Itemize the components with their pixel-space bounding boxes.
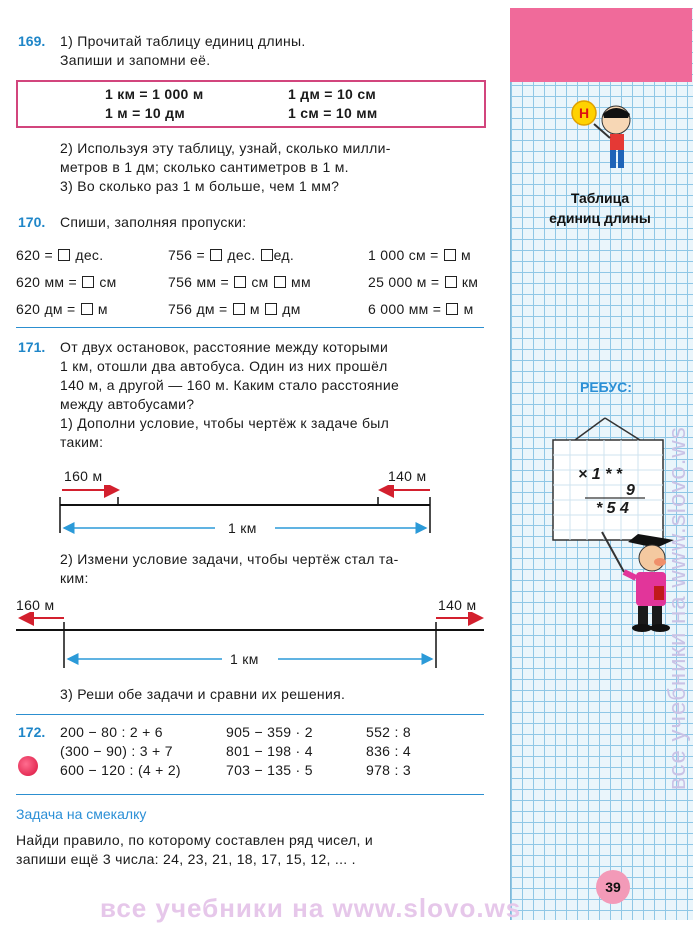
task-171-part-2b: ким: (60, 570, 89, 586)
task-169-part-2b: метров в 1 дм; сколько сантиметров в 1 м. (60, 159, 349, 175)
diagram-1-right-label: 140 м (388, 468, 427, 484)
divider-1 (16, 327, 484, 328)
ex172-c2-1: 905 − 359 · 2 (226, 724, 313, 740)
smekalka-line-1: Найди правило, по которому составлен ряд чисел, и (16, 832, 374, 848)
task-171-number: 171. (18, 339, 46, 355)
diagram-1-left-label: 160 м (64, 468, 103, 484)
ex170-r3-b: 756 дм = м дм (168, 301, 301, 317)
rebus-row-1: × 1 * * (578, 466, 623, 483)
unit-m: 1 м = 10 дм (105, 105, 185, 121)
ex172-c3-2: 836 : 4 (366, 743, 411, 759)
ex170-r3-a: 620 дм = м (16, 301, 108, 317)
ex172-c1-3: 600 − 120 : (4 + 2) (60, 762, 181, 778)
task-171-line-3: 140 м, а другой — 160 м. Каким стало расстояние (60, 377, 400, 393)
divider-3 (16, 794, 484, 795)
unit-dm: 1 дм = 10 см (288, 86, 377, 102)
task-171-line-5: 1) Дополни условие, чтобы чертёж к задаче был (60, 415, 390, 431)
task-169-number: 169. (18, 33, 46, 49)
page-number: 39 (596, 870, 630, 904)
watermark-side: все учебники на www.slovo.ws (664, 426, 691, 790)
watermark-bottom: все учебники на www.slovo.ws (100, 893, 522, 923)
ex172-c1-2: (300 − 90) : 3 + 7 (60, 743, 173, 759)
smekalka-line-2: запиши ещё 3 числа: 24, 23, 21, 18, 17, 15, 12, ... . (16, 851, 356, 867)
ex170-r2-a: 620 мм = см (16, 274, 117, 290)
divider-2 (16, 714, 484, 715)
task-171-part-3: 3) Реши обе задачи и сравни их решения. (60, 686, 346, 702)
task-169-line-1: 1) Прочитай таблицу единиц длины. (60, 33, 306, 49)
ex172-c1-1: 200 − 80 : 2 + 6 (60, 724, 163, 740)
rebus-title: РЕБУС: (580, 379, 632, 395)
margin-pink-header (510, 8, 692, 82)
rebus-row-2: 9 (626, 482, 635, 499)
side-caption-2: единиц длины (549, 210, 651, 226)
ex170-r1-a: 620 = дес. (16, 247, 104, 263)
rebus-row-3: * 5 4 (596, 500, 629, 517)
diagram-1-total-label: 1 км (228, 520, 257, 536)
diagram-2-left-label: 160 м (16, 597, 55, 613)
task-169-part-2a: 2) Используя эту таблицу, узнай, сколько милли- (60, 140, 391, 156)
task-170-number: 170. (18, 214, 46, 230)
task-169-line-2: Запиши и запомни её. (60, 52, 211, 68)
ex172-c3-3: 978 : 3 (366, 762, 411, 778)
side-caption-1: Таблица (570, 190, 630, 206)
task-171-line-1: От двух остановок, расстояние между которыми (60, 339, 389, 355)
task-171-line-2: 1 км, отошли два автобуса. Один из них прошёл (60, 358, 388, 374)
ex170-r2-c: 25 000 м = км (368, 274, 479, 290)
ex170-r2-b: 756 мм = см мм (168, 274, 311, 290)
task-171-part-2a: 2) Измени условие задачи, чтобы чертёж стал та- (60, 551, 399, 567)
ex172-c2-3: 703 − 135 · 5 (226, 762, 313, 778)
task-172-number: 172. (18, 724, 46, 740)
task-170-title: Спиши, заполняя пропуски: (60, 214, 247, 230)
unit-km: 1 км = 1 000 м (105, 86, 204, 102)
smekalka-title: Задача на смекалку (16, 806, 147, 822)
ex170-r1-b: 756 = дес. ед. (168, 247, 295, 263)
difficulty-dot-icon (18, 756, 38, 776)
task-169-part-3: 3) Во сколько раз 1 м больше, чем 1 мм? (60, 178, 340, 194)
diagram-2-total-label: 1 км (230, 651, 259, 667)
side-badge-letter: Н (578, 105, 590, 121)
task-171-line-4: между автобусами? (60, 396, 195, 412)
unit-cm: 1 см = 10 мм (288, 105, 378, 121)
ex172-c2-2: 801 − 198 · 4 (226, 743, 313, 759)
ex170-r1-c: 1 000 см = м (368, 247, 471, 263)
ex172-c3-1: 552 : 8 (366, 724, 411, 740)
diagram-2-right-label: 140 м (438, 597, 477, 613)
ex170-r3-c: 6 000 мм = м (368, 301, 474, 317)
length-units-table (16, 80, 486, 128)
task-171-line-6: таким: (60, 434, 104, 450)
